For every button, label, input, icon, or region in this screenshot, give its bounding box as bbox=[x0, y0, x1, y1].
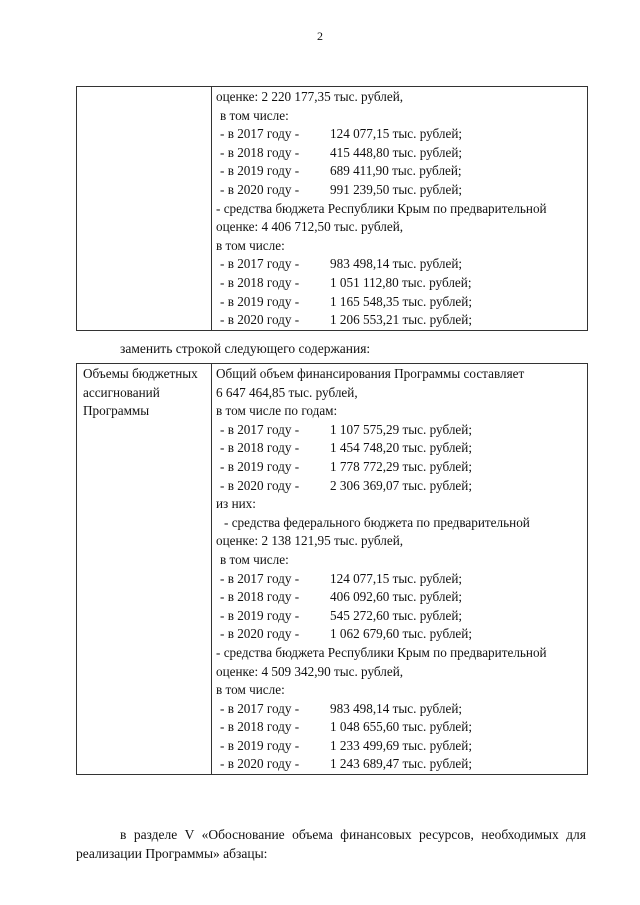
total-funding-amount: 6 647 464,85 тыс. рублей, bbox=[216, 384, 358, 400]
previous-wording-left-cell bbox=[77, 87, 212, 331]
left-label-line: ассигнований bbox=[83, 384, 160, 400]
year-amount: 1 243 689,47 тыс. рублей; bbox=[330, 756, 472, 772]
year-amount: 689 411,90 тыс. рублей; bbox=[330, 163, 462, 179]
budget-allocations-label-cell bbox=[77, 364, 212, 775]
left-label-line: Объемы бюджетных bbox=[83, 366, 198, 381]
replace-instruction: заменить строкой следующего содержания: bbox=[120, 341, 371, 356]
year-label: - в 2020 году - bbox=[220, 312, 300, 328]
fed-estimate-line: оценке: 2 220 177,35 тыс. рублей, bbox=[216, 89, 404, 104]
year-label: - в 2017 году - bbox=[220, 570, 300, 586]
page-number: 2 bbox=[317, 29, 323, 43]
year-label: - в 2018 году - bbox=[220, 719, 300, 735]
year-row bbox=[216, 125, 583, 144]
year-label: - в 2018 году - bbox=[220, 440, 300, 456]
previous-wording-right-cell bbox=[212, 87, 588, 331]
year-label: - в 2020 году - bbox=[220, 181, 300, 197]
year-label: - в 2019 году - bbox=[220, 293, 300, 309]
year-label: - в 2017 году - bbox=[220, 421, 300, 437]
year-amount: 1 062 679,60 тыс. рублей; bbox=[330, 626, 472, 642]
year-amount: 1 051 112,80 тыс. рублей; bbox=[330, 274, 472, 290]
year-label: - в 2019 году - bbox=[220, 737, 300, 753]
new-wording-table bbox=[76, 363, 588, 775]
fed-estimate-line: оценке: 2 138 121,95 тыс. рублей, bbox=[216, 533, 404, 549]
year-row bbox=[216, 737, 583, 756]
year-amount: 2 306 369,07 тыс. рублей; bbox=[330, 477, 472, 493]
crimea-including-line: в том числе: bbox=[216, 237, 285, 253]
section-v-paragraph: в разделе V «Обоснование объема финансовых ресурсов, необходимых для реализации Программы» абзацы: bbox=[76, 827, 586, 861]
year-row bbox=[216, 718, 583, 737]
year-row bbox=[216, 700, 583, 719]
by-years-line: в том числе по годам: bbox=[216, 403, 338, 419]
year-amount: 1 206 553,21 тыс. рублей; bbox=[330, 312, 472, 328]
year-amount: 983 498,14 тыс. рублей; bbox=[330, 700, 463, 716]
crimea-budget-line: - средства бюджета Республики Крым по предварительной bbox=[216, 200, 547, 216]
year-row bbox=[216, 439, 583, 458]
year-row bbox=[216, 477, 583, 496]
year-amount: 406 092,60 тыс. рублей; bbox=[330, 589, 463, 605]
year-label: - в 2018 году - bbox=[220, 274, 300, 290]
year-row bbox=[216, 607, 583, 626]
total-funding-line: Общий объем финансирования Программы составляет bbox=[216, 366, 525, 381]
year-label: - в 2018 году - bbox=[220, 144, 300, 160]
crimea-estimate-line: оценке: 4 509 342,90 тыс. рублей, bbox=[216, 663, 404, 679]
of-them-line: из них: bbox=[216, 496, 256, 512]
year-label: - в 2019 году - bbox=[220, 163, 300, 179]
crimea-estimate-line: оценке: 4 406 712,50 тыс. рублей, bbox=[216, 219, 404, 235]
year-row bbox=[216, 421, 583, 440]
year-amount: 124 077,15 тыс. рублей; bbox=[330, 570, 463, 586]
year-amount: 124 077,15 тыс. рублей; bbox=[330, 126, 463, 142]
year-label: - в 2017 году - bbox=[220, 256, 300, 272]
year-row bbox=[216, 144, 583, 163]
year-label: - в 2019 году - bbox=[220, 607, 300, 623]
year-row bbox=[216, 625, 583, 644]
year-amount: 545 272,60 тыс. рублей; bbox=[330, 607, 463, 623]
year-row bbox=[216, 162, 583, 181]
year-row bbox=[216, 181, 583, 200]
year-label: - в 2017 году - bbox=[220, 126, 300, 142]
year-amount: 1 165 548,35 тыс. рублей; bbox=[330, 293, 472, 309]
year-row bbox=[216, 588, 583, 607]
fed-budget-line: - средства федерального бюджета по предварительной bbox=[224, 514, 530, 530]
previous-wording-table bbox=[76, 86, 588, 331]
year-amount: 1 454 748,20 тыс. рублей; bbox=[330, 440, 472, 456]
budget-allocations-value-cell bbox=[212, 364, 588, 775]
year-row bbox=[216, 274, 583, 293]
year-row bbox=[216, 311, 583, 330]
fed-including-line: в том числе: bbox=[220, 107, 289, 123]
year-amount: 983 498,14 тыс. рублей; bbox=[330, 256, 463, 272]
year-label: - в 2020 году - bbox=[220, 626, 300, 642]
year-row bbox=[216, 458, 583, 477]
year-row bbox=[216, 755, 583, 774]
year-label: - в 2019 году - bbox=[220, 458, 300, 474]
year-label: - в 2018 году - bbox=[220, 589, 300, 605]
year-label: - в 2020 году - bbox=[220, 756, 300, 772]
year-row bbox=[216, 293, 583, 312]
year-label: - в 2020 году - bbox=[220, 477, 300, 493]
year-amount: 415 448,80 тыс. рублей; bbox=[330, 144, 463, 160]
crimea-including-line: в том числе: bbox=[216, 682, 285, 698]
year-label: - в 2017 году - bbox=[220, 700, 300, 716]
crimea-budget-line: - средства бюджета Республики Крым по предварительной bbox=[216, 644, 547, 660]
left-label-line: Программы bbox=[83, 403, 150, 419]
year-amount: 1 107 575,29 тыс. рублей; bbox=[330, 421, 472, 437]
fed-including-line: в том числе: bbox=[220, 551, 289, 567]
year-amount: 1 778 772,29 тыс. рублей; bbox=[330, 458, 472, 474]
year-amount: 991 239,50 тыс. рублей; bbox=[330, 181, 463, 197]
year-amount: 1 233 499,69 тыс. рублей; bbox=[330, 737, 472, 753]
year-row bbox=[216, 255, 583, 274]
year-row bbox=[216, 570, 583, 589]
year-amount: 1 048 655,60 тыс. рублей; bbox=[330, 719, 472, 735]
